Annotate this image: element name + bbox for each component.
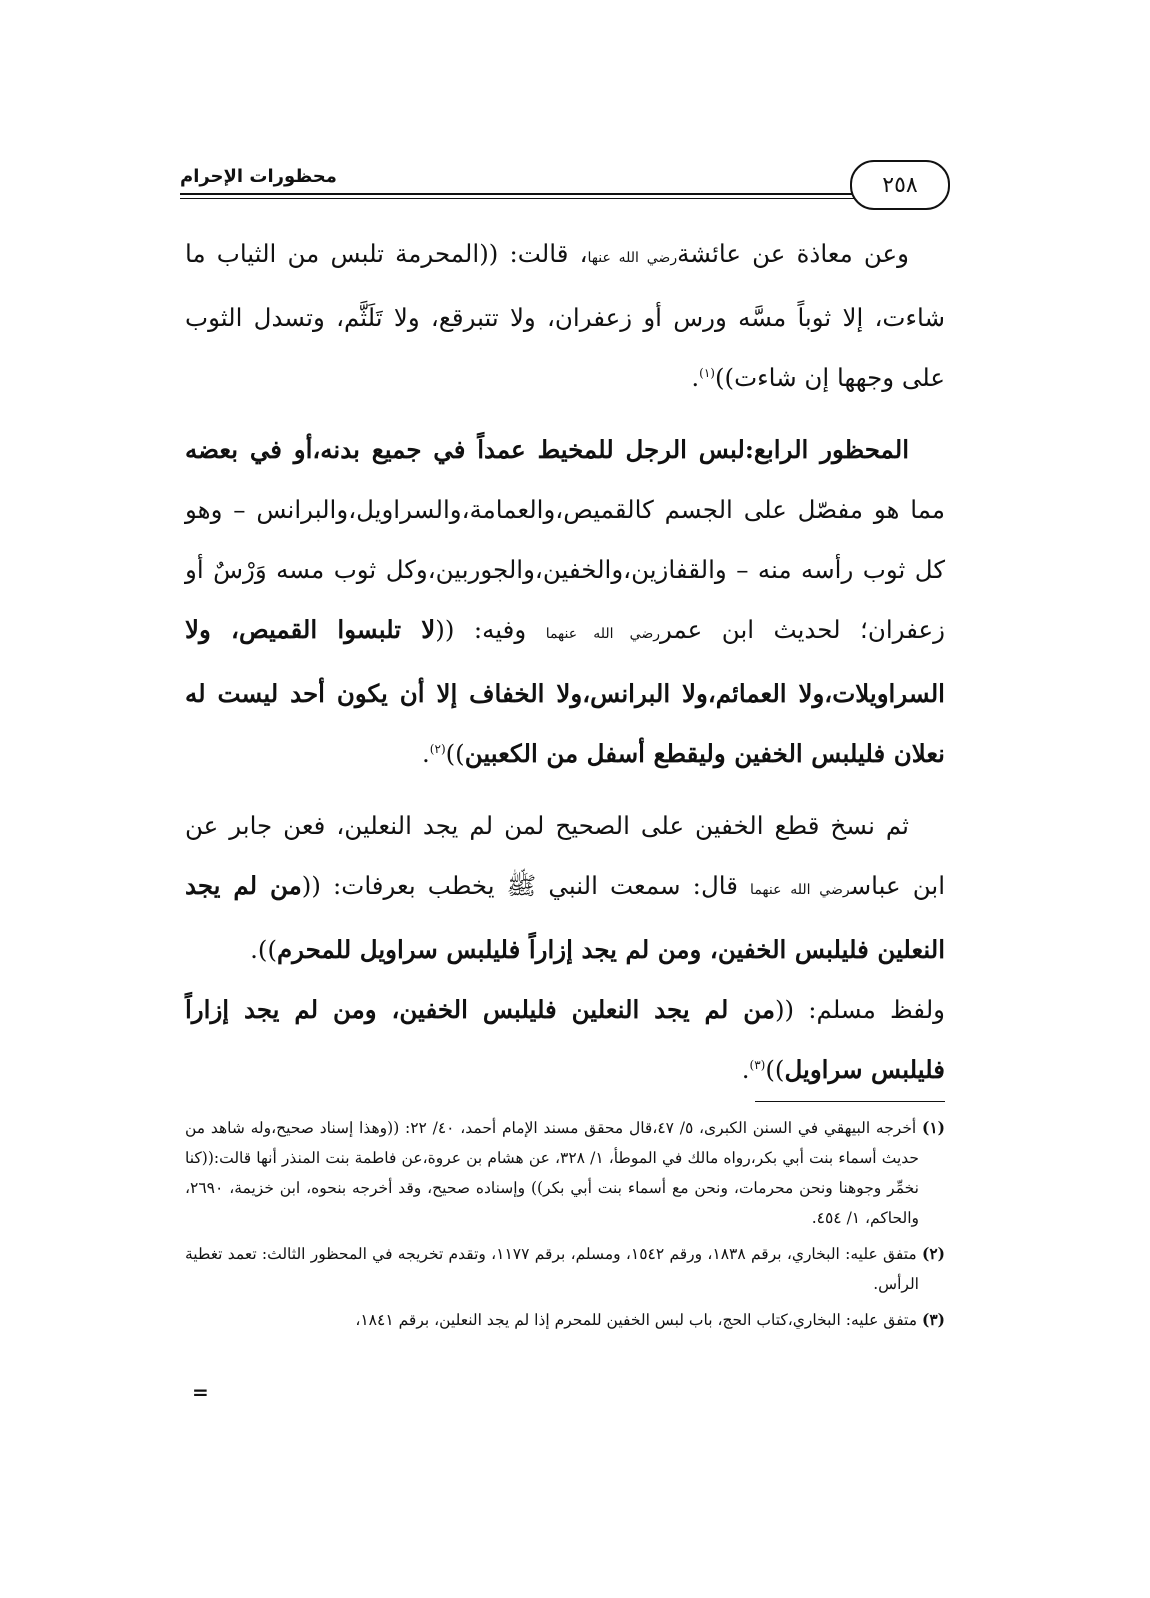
running-title: محظورات الإحرام (180, 166, 337, 187)
footnote-3 (185, 1305, 945, 1335)
footnote-ref-3: (٣) (749, 1057, 766, 1072)
page-header (180, 160, 950, 220)
text-run: قال: سمعت النبي ﷺ يخطب بعرفات: (( (301, 871, 751, 900)
footnote-1 (185, 1113, 945, 1233)
text-run: ولفظ مسلم: (( (775, 995, 946, 1024)
footnote-number: (١) (922, 1118, 946, 1137)
main-text (185, 224, 945, 1100)
text-run: )). (250, 935, 277, 964)
text-run: . (422, 739, 430, 768)
footnote-ref-2: (٢) (429, 741, 446, 756)
footnote-separator (755, 1101, 945, 1102)
hadith-quote: لا تلبسوا القميص، ولا السراويلات،ولا العمائم،ولا البرانس،ولا الخفاف إلا أن يكون أحد ليست له نعلان فليلبس الخفين وليقطع أسفل من الكعبين (185, 615, 945, 768)
footnote-text: متفق عليه: البخاري، برقم ١٨٣٨، ورقم ١٥٤٢، ومسلم، برقم ١١٧٧، وتقدم تخريجه في المحظور الثالث: تعمد تغطية الرأس. (185, 1245, 919, 1293)
footnote-number: (٢) (921, 1244, 945, 1263)
paragraph-4 (185, 980, 945, 1100)
footnote-2 (185, 1239, 945, 1299)
honorific: رضي الله عنهما (545, 626, 660, 642)
text-run: مما هو مفصّل على الجسم كالقميص،والعمامة،والسراويل،والبرانس – وهو كل ثوب رأسه منه – والقفازين،والخفين،والجوربين،وكل ثوب مسه وَرْسٌ أو زعفران؛ لحديث ابن عمر (185, 495, 946, 644)
footnote-ref-1: (١) (699, 365, 715, 380)
footnote-text: أخرجه البيهقي في السنن الكبرى، ٥/ ٤٧،قال محقق مسند الإمام أحمد، ٤٠/ ٢٢: ((وهذا إسناد صحيح،وله شاهد من حديث أسماء بنت أبي بكر،رواه مالك في الموطأ، ١/ ٣٢٨، عن هشام بن عروة،عن فاطمة بنت المنذر أنها قالت:((كنا نخمِّر وجوهنا ونحن محرمات، ونحن مع أسماء بنت أبي بكر)) وإسناده صحيح، وقد أخرجه بنحوه، ابن خزيمة، ٢٦٩٠، والحاكم، ١/ ٤٥٤. (185, 1119, 919, 1227)
text-run: وعن معاذة عن عائشة (677, 239, 910, 268)
continuation-mark: = (192, 1380, 209, 1404)
text-run: ، قالت: ((المحرمة تلبس من الثياب ما شاءت، إلا ثوباً مسَّه ورس أو زعفران، ولا تتبرقع، ولا تَلَثَّم، وتسدل الثوب على وجهها إن شاءت)) (185, 239, 945, 392)
hadith-quote: من لم يجد النعلين فليلبس الخفين، ومن لم يجد إزاراً فليلبس سراويل للمحرم (185, 871, 945, 964)
paragraph-1 (185, 224, 945, 408)
section-heading: المحظور الرابع:لبس الرجل للمخيط عمداً في جميع بدنه،أو في بعضه (185, 435, 909, 464)
page-number: ٢٥٨ (850, 160, 950, 210)
honorific: رضي الله عنها (587, 250, 678, 266)
paragraph-3 (185, 796, 945, 980)
header-rule-thin (180, 198, 860, 199)
hadith-quote: من لم يجد النعلين فليلبس الخفين، ومن لم يجد إزاراً فليلبس سراويل (185, 995, 945, 1084)
header-rule (180, 193, 860, 195)
text-run: . (741, 1055, 750, 1084)
footnotes (185, 1113, 945, 1341)
honorific: رضي الله عنهما (750, 882, 851, 898)
text-run: وفيه: (( (435, 615, 546, 644)
footnote-number: (٣) (921, 1310, 945, 1329)
text-run: . (691, 363, 700, 392)
paragraph-2 (185, 420, 945, 784)
text-run: )) (445, 739, 465, 768)
text-run: )) (765, 1055, 785, 1084)
text-run: ثم نسخ قطع الخفين على الصحيح لمن لم يجد النعلين، فعن جابر عن ابن عباس (185, 811, 945, 900)
footnote-text: متفق عليه: البخاري،كتاب الحج، باب لبس الخفين للمحرم إذا لم يجد النعلين، برقم ١٨٤١، (355, 1311, 918, 1329)
